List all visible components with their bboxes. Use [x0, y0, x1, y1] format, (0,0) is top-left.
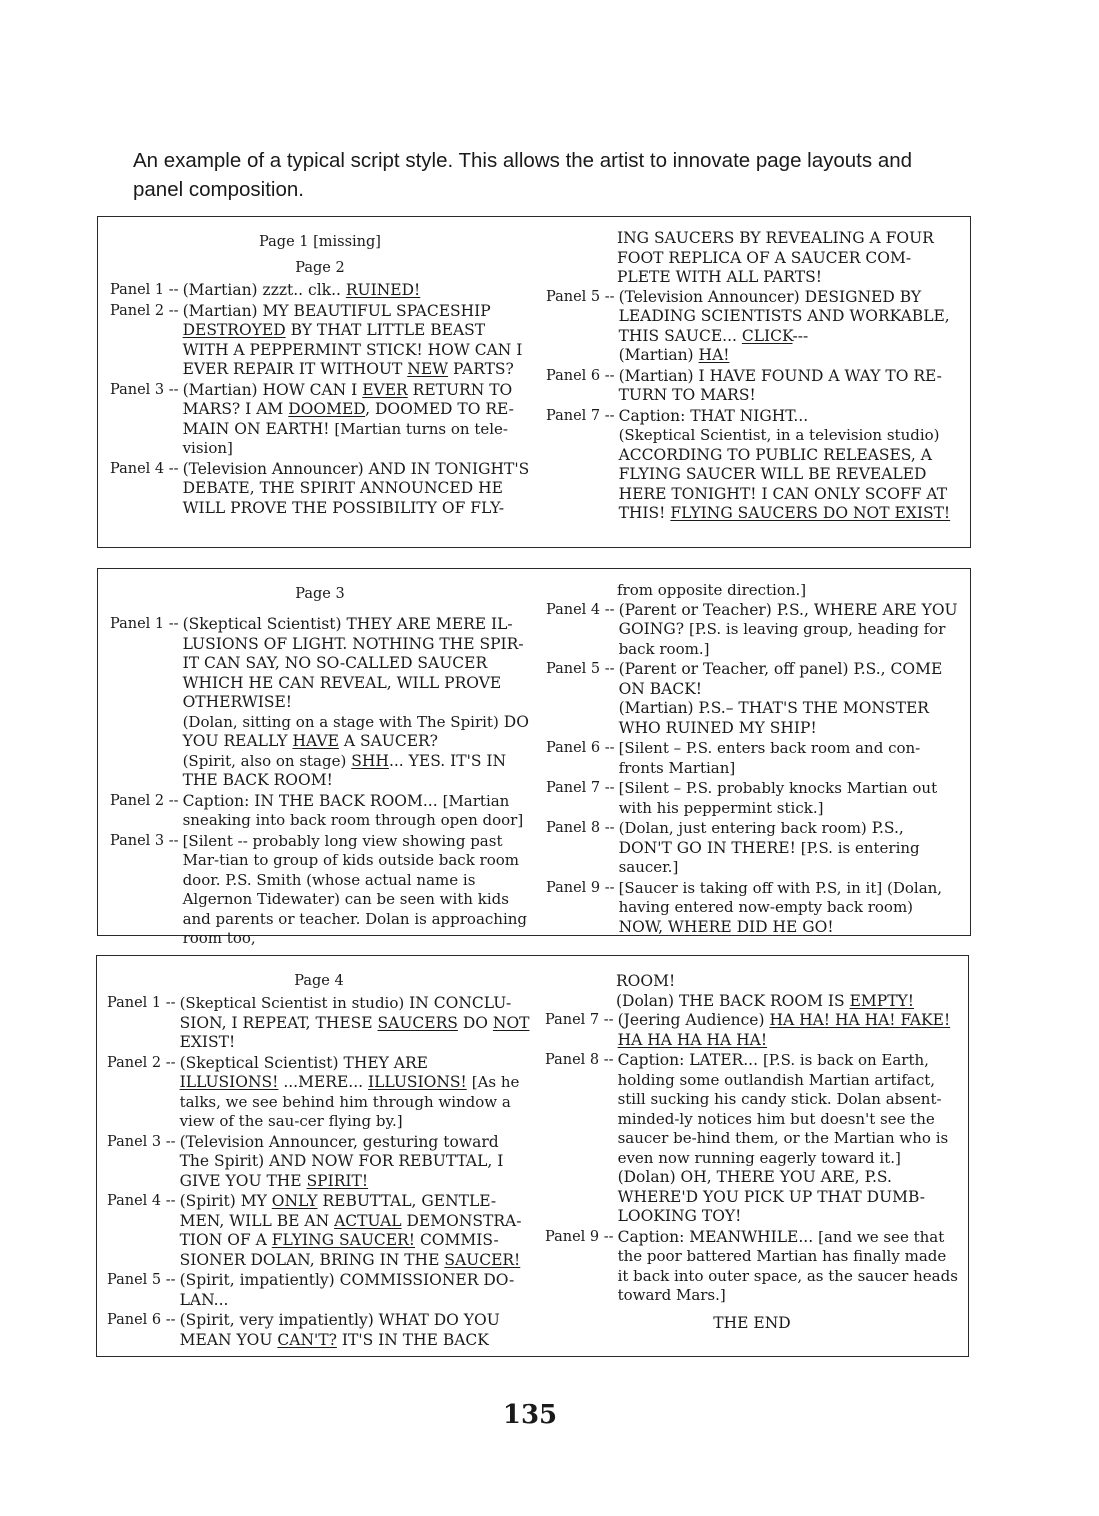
panel-text: Caption: MEANWHILE...	[617, 1227, 814, 1246]
panel-entry	[546, 819, 958, 878]
page-heading: Page 3	[295, 586, 345, 602]
panel-entry	[107, 1271, 531, 1310]
panel-text: P.S., DON'T GO IN THERE!	[618, 819, 904, 857]
left-column	[107, 968, 531, 1351]
underlined-text: CLICK	[741, 326, 793, 345]
left-column	[110, 229, 530, 519]
panel-text: (Martian) P.S.– THAT'S THE MONSTER WHO RUINED MY SHIP!	[618, 699, 929, 737]
the-end: THE END	[713, 1313, 791, 1332]
panel-text: (Spirit) MY	[179, 1192, 267, 1210]
panel-text: (Dolan) OH, THERE YOU ARE, P.S. WHERE'D YOU PICK UP THAT DUMB-LOOKING TOY!	[617, 1168, 925, 1225]
panel-entry	[107, 994, 531, 1053]
right-column	[546, 581, 958, 938]
panel-text: AND NOW FOR REBUTTAL, I GIVE YOU THE	[179, 1152, 504, 1190]
underlined-text: ILLUSIONS!	[179, 1073, 279, 1091]
panel-entry	[110, 381, 530, 459]
panel-entry	[546, 288, 958, 366]
panel-text: (Spirit, very impatiently) WHAT DO YOU MEAN YOU	[179, 1311, 500, 1349]
panel-text: ING SAUCERS BY REVEALING A FOUR FOOT REPLICA OF A SAUCER COM-PLETE WITH ALL PARTS!	[617, 229, 934, 286]
underlined-text: ONLY	[271, 1192, 318, 1210]
panel-text: RETURN TO MARS? I AM	[182, 380, 513, 418]
panel-entry	[110, 792, 530, 831]
panel-entry	[545, 1051, 959, 1227]
panel-label: Panel 1 --	[110, 615, 183, 791]
panel-entry	[546, 407, 958, 524]
panel-entry	[107, 1054, 531, 1132]
panel-text: (Dolan) THE BACK ROOM IS	[616, 991, 845, 1010]
panel-label: Panel 2 --	[107, 1054, 180, 1132]
stage-note: (Skeptical Scientist in studio)	[179, 994, 405, 1012]
underlined-text: RUINED!	[345, 281, 421, 299]
right-column	[545, 972, 959, 1333]
stage-note: [Silent – P.S. probably knocks Martian out with his peppermint stick.]	[618, 779, 938, 817]
panel-entry	[546, 367, 958, 406]
panel-text: (Parent or Teacher) P.S., WHERE ARE YOU GOING?	[618, 600, 958, 638]
panel-text: IN CONCLU-SION, I REPEAT, THESE	[179, 994, 512, 1032]
panel-entry	[110, 460, 530, 519]
panel-label: Panel 1 --	[110, 281, 183, 301]
underlined-text: SAUCER!	[444, 1250, 521, 1269]
panel-entry	[110, 615, 530, 791]
underlined-text: SPIRIT!	[306, 1171, 369, 1190]
stage-note: [Saucer is taking off with P.S, in it] (Dolan, having entered now-empty back room)	[618, 878, 943, 916]
panel-text: ROOM!	[616, 972, 676, 990]
script-box-page-1-2	[97, 216, 971, 548]
panel-entry	[107, 1192, 531, 1270]
panel-label: Panel 4 --	[110, 460, 183, 519]
panel-label: Panel 2 --	[110, 302, 183, 380]
panel-text: P.S., COME ON BACK!	[618, 660, 943, 698]
panel-label: Panel 7 --	[546, 407, 619, 524]
panel-label: Panel 3 --	[110, 381, 183, 459]
panel-label: Panel 3 --	[107, 1133, 180, 1192]
panel-text: Caption: LATER...	[617, 1051, 758, 1069]
panel-text: (Skeptical Scientist) THEY ARE MERE IL-LUSIONS OF LIGHT. NOTHING THE SPIR-IT CAN SAY, NO SO-CALLED SAUCER WHICH HE CAN REVEAL, WILL PROVE OTHERWISE!	[182, 615, 524, 711]
panel-entry	[110, 281, 530, 301]
panel-label: Panel 9 --	[546, 879, 619, 938]
stage-note: (Skeptical Scientist, in a television studio)	[618, 426, 940, 444]
panel-entry	[546, 660, 958, 738]
underlined-text: ILLUSIONS!	[367, 1073, 467, 1091]
underlined-text: SHH	[351, 751, 389, 770]
panel-text: (Martian) MY BEAUTIFUL SPACESHIP	[182, 301, 491, 320]
panel-label: Panel 6 --	[546, 367, 619, 406]
panel-text: ...MERE...	[283, 1073, 364, 1091]
panel-text: Caption: IN THE BACK ROOM...	[182, 791, 438, 810]
panel-label: Panel 2 --	[110, 792, 183, 831]
panel-text: (Television Announcer) AND IN TONIGHT'S DEBATE, THE SPIRIT ANNOUNCED HE WILL PROVE THE POSSIBILITY OF FLY-	[182, 459, 530, 517]
stage-note: [P.S. is entering saucer.]	[618, 838, 920, 876]
stage-note: from opposite direction.]	[617, 581, 807, 599]
panel-text: (Spirit, impatiently) COMMISSIONER DO-LAN...	[179, 1271, 515, 1309]
panel-text: (Martian)	[618, 346, 694, 364]
underlined-text: HA HA! HA HA! FAKE! HA HA HA HA HA!	[617, 1011, 951, 1049]
panel-text: ---	[792, 326, 809, 345]
panel-text: (Television Announcer, gesturing toward The Spirit)	[179, 1132, 499, 1170]
underlined-text: FLYING SAUCER!	[271, 1231, 415, 1249]
panel-entry	[546, 601, 958, 660]
panel-label: Panel 8 --	[546, 819, 619, 878]
script-box-page-4	[96, 955, 969, 1357]
underlined-text: EMPTY!	[849, 991, 914, 1010]
panel-entry	[107, 1133, 531, 1192]
panel-entry	[110, 302, 530, 380]
panel-label: Panel 7 --	[546, 779, 619, 818]
panel-entry	[110, 832, 530, 949]
panel-entry	[546, 739, 958, 778]
panel-text: (Martian) HOW CAN I	[182, 380, 358, 399]
panel-text: COMMIS-SIONER DOLAN, BRING IN THE	[179, 1231, 499, 1269]
panel-text: IT'S IN THE BACK	[341, 1330, 489, 1349]
underlined-text: ACTUAL	[334, 1211, 402, 1230]
panel-entry	[545, 1011, 959, 1050]
underlined-text: HA!	[698, 346, 730, 364]
page-heading: Page 2	[295, 260, 345, 276]
panel-text: DO YOU REALLY	[182, 712, 529, 750]
panel-label: Panel 7 --	[545, 1011, 618, 1050]
panel-label: Panel 3 --	[110, 832, 183, 949]
underlined-text: DOOMED	[288, 400, 366, 418]
panel-text: (Martian) I HAVE FOUND A WAY TO RE-TURN TO MARS!	[618, 366, 942, 404]
panel-text: A SAUCER?	[343, 732, 438, 750]
stage-note: [As he talks, we see behind him through window a view of the sau-cer flying by.]	[179, 1073, 520, 1130]
stage-note: [and we see that the poor battered Martian has finally made it back into outer space, as the saucer heads toward Mars.]	[617, 1227, 958, 1304]
panel-entry	[546, 879, 958, 938]
panel-label: Panel 6 --	[107, 1311, 180, 1350]
stage-note: [Martian turns on tele-vision]	[182, 419, 509, 457]
panel-label: Panel 8 --	[545, 1051, 618, 1227]
panel-text: (Television Announcer) DESIGNED BY LEADING SCIENTISTS AND WORKABLE, THIS SAUCE...	[618, 287, 950, 345]
underlined-text: SAUCERS	[377, 1013, 458, 1032]
panel-entry	[546, 779, 958, 818]
panel-text: (Skeptical Scientist) THEY ARE	[179, 1053, 428, 1072]
panel-text: (Jeering Audience)	[617, 1011, 765, 1029]
panel-text: BY THAT LITTLE BEAST WITH A PEPPERMINT STICK! HOW CAN I EVER REPAIR IT WITHOUT	[182, 321, 523, 378]
underlined-text: CAN'T?	[277, 1330, 337, 1349]
panel-entry	[107, 1311, 531, 1350]
right-column	[546, 229, 958, 525]
panel-label: Panel 4 --	[546, 601, 619, 660]
stage-note: (Dolan, just entering back room)	[618, 819, 867, 837]
stage-note: [Silent – P.S. enters back room and con-fronts Martian]	[618, 739, 921, 777]
left-column	[110, 581, 530, 950]
stage-note: (Spirit, also on stage)	[182, 751, 347, 770]
panel-text: REBUTTAL, GENTLE-MEN, WILL BE AN	[179, 1192, 497, 1230]
underlined-text: DESTROYED	[182, 321, 286, 339]
panel-text: PARTS?	[453, 360, 514, 378]
panel-text: DO	[462, 1013, 488, 1032]
panel-label: Panel 6 --	[546, 739, 619, 778]
page-heading: Page 1 [missing]	[259, 234, 381, 250]
stage-note: [P.S. is leaving group, heading for back room.]	[618, 620, 946, 658]
panel-text: ACCORDING TO PUBLIC RELEASES, A FLYING SAUCER WILL BE REVEALED HERE TONIGHT! I CAN ONLY SCOFF AT THIS!	[618, 445, 948, 522]
panel-entry	[545, 1228, 959, 1306]
panel-text: Caption: THAT NIGHT...	[618, 406, 809, 425]
panel-label: Panel 4 --	[107, 1192, 180, 1270]
underlined-text: EVER	[362, 380, 408, 399]
panel-text: ... YES. IT'S IN THE BACK ROOM!	[182, 751, 507, 789]
stage-note: [Martian sneaking into back room through open door]	[182, 791, 524, 829]
stage-note: (Dolan, sitting on a stage with The Spirit)	[182, 712, 499, 731]
underlined-text: NEW	[407, 360, 449, 378]
stage-note: [Silent -- probably long view showing past Mar-tian to group of kids outside back room door. P.S. Smith (whose actual name is Algernon Tidewater) can be seen with kids and parents or teacher. Dolan is approaching room too,	[182, 831, 528, 947]
underlined-text: NOT	[492, 1013, 530, 1032]
panel-label: Panel 5 --	[546, 288, 619, 366]
panel-text: DEMONSTRA-TION OF A	[179, 1211, 522, 1249]
panel-text: (Martian) zzzt.. clk..	[182, 281, 341, 299]
page-heading: Page 4	[294, 973, 344, 989]
panel-text: EXIST!	[179, 1033, 236, 1051]
panel-label: Panel 1 --	[107, 994, 180, 1053]
page-number: 135	[502, 1400, 558, 1430]
underlined-text: FLYING SAUCERS DO NOT EXIST!	[670, 504, 951, 522]
intro-caption: An example of a typical script style. This allows the artist to innovate page layouts and panel composition.	[133, 149, 913, 201]
stage-note: [P.S. is back on Earth, holding some outlandish Martian artifact, still sucking his candy stick. Dolan absent-minded-ly notices him but doesn't see the saucer be-hind them, or the Martian who is even now running eagerly toward it.]	[617, 1051, 949, 1167]
panel-label: Panel 5 --	[107, 1271, 180, 1310]
panel-text: NOW, WHERE DID HE GO!	[618, 917, 834, 936]
script-box-page-3	[97, 568, 971, 947]
panel-label: Panel 9 --	[545, 1228, 618, 1306]
underlined-text: HAVE	[292, 732, 339, 750]
panel-label: Panel 5 --	[546, 660, 619, 738]
panel-text: (Parent or Teacher, off panel)	[618, 660, 849, 678]
panel-text: , DOOMED TO RE-MAIN ON EARTH!	[182, 400, 514, 438]
